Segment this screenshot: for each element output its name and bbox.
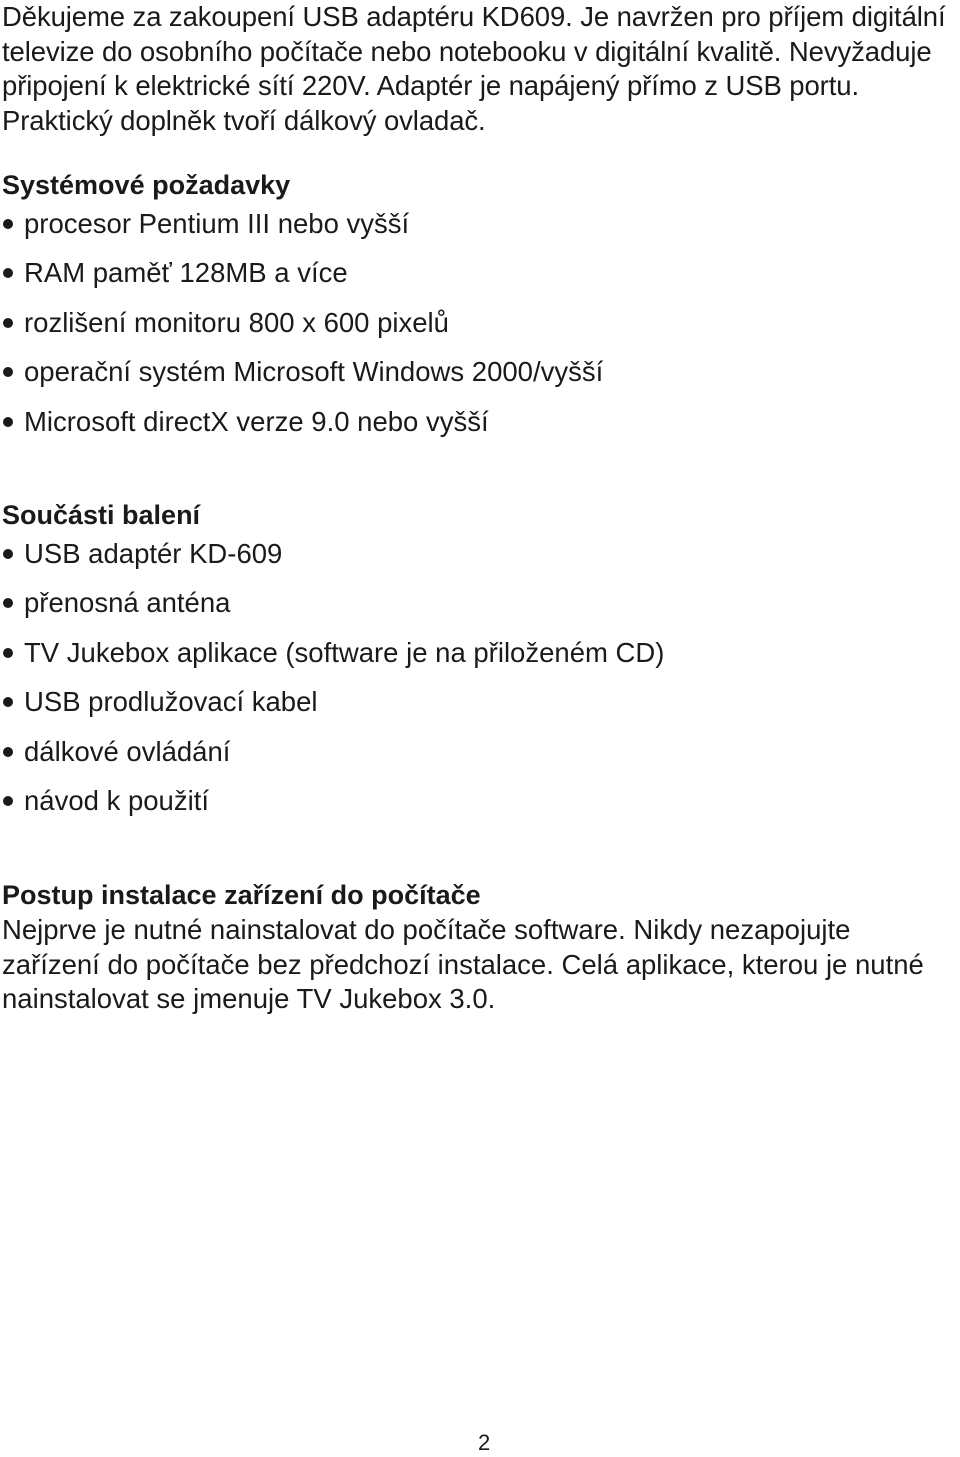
requirements-list <box>0 207 603 454</box>
bullet-icon <box>3 417 13 427</box>
requirements-heading: Systémové požadavky <box>2 170 291 200</box>
list-item <box>0 355 603 404</box>
page-number: 2 <box>478 1430 491 1455</box>
list-item-text: USB adaptér KD-609 <box>24 538 283 569</box>
list-item-text: procesor Pentium III nebo vyšší <box>24 208 410 239</box>
bullet-icon <box>3 318 13 328</box>
package-list <box>0 537 664 833</box>
list-item-text: návod k použití <box>24 784 209 816</box>
installation-paragraph: Nejprve je nutné nainstalovat do počítače software. Nikdy nezapojujte zařízení do počítače bez předchozí instalace. Celá aplikace, kterou je nutné nainstalovat se jmenuje TV Jukebox 3.0. <box>2 914 924 1014</box>
installation-heading: Postup instalace zařízení do počítače <box>2 880 481 910</box>
list-item <box>0 405 603 454</box>
list-item <box>0 586 664 635</box>
list-item-text: TV Jukebox aplikace (software je na přiloženém CD) <box>24 636 665 668</box>
intro-paragraph: Děkujeme za zakoupení USB adaptéru KD609. Je navržen pro příjem digitální televize do osobního počítače nebo notebooku v digitální kvalitě. Nevyžaduje připojení k elektrické sítí 220V. Adaptér je napájený přímo z USB portu. Praktický doplněk tvoří dálkový ovladač. <box>2 1 946 136</box>
list-item <box>0 784 664 833</box>
list-item <box>0 685 664 734</box>
list-item-text: dálkové ovládání <box>24 735 231 767</box>
bullet-icon <box>3 219 13 229</box>
list-item-text: rozlišení monitoru 800 x 600 pixelů <box>24 306 449 338</box>
list-item <box>0 636 664 685</box>
list-item-text: Microsoft directX verze 9.0 nebo vyšší <box>24 405 489 437</box>
bullet-icon <box>3 796 13 806</box>
bullet-icon <box>3 648 13 658</box>
list-item-text: operační systém Microsoft Windows 2000/vyšší <box>24 356 604 388</box>
bullet-icon <box>3 268 13 278</box>
bullet-icon <box>3 747 13 757</box>
list-item <box>0 735 664 784</box>
list-item-text: USB prodlužovací kabel <box>24 686 318 718</box>
list-item <box>0 537 664 586</box>
list-item <box>0 207 603 256</box>
bullet-icon <box>3 549 13 559</box>
package-heading: Součásti balení <box>2 500 201 530</box>
bullet-icon <box>3 367 13 377</box>
list-item-text: přenosná anténa <box>24 587 231 619</box>
bullet-icon <box>3 697 13 707</box>
bullet-icon <box>3 598 13 608</box>
list-item <box>0 306 603 355</box>
list-item <box>0 256 603 305</box>
list-item-text: RAM paměť 128MB a více <box>24 257 348 289</box>
